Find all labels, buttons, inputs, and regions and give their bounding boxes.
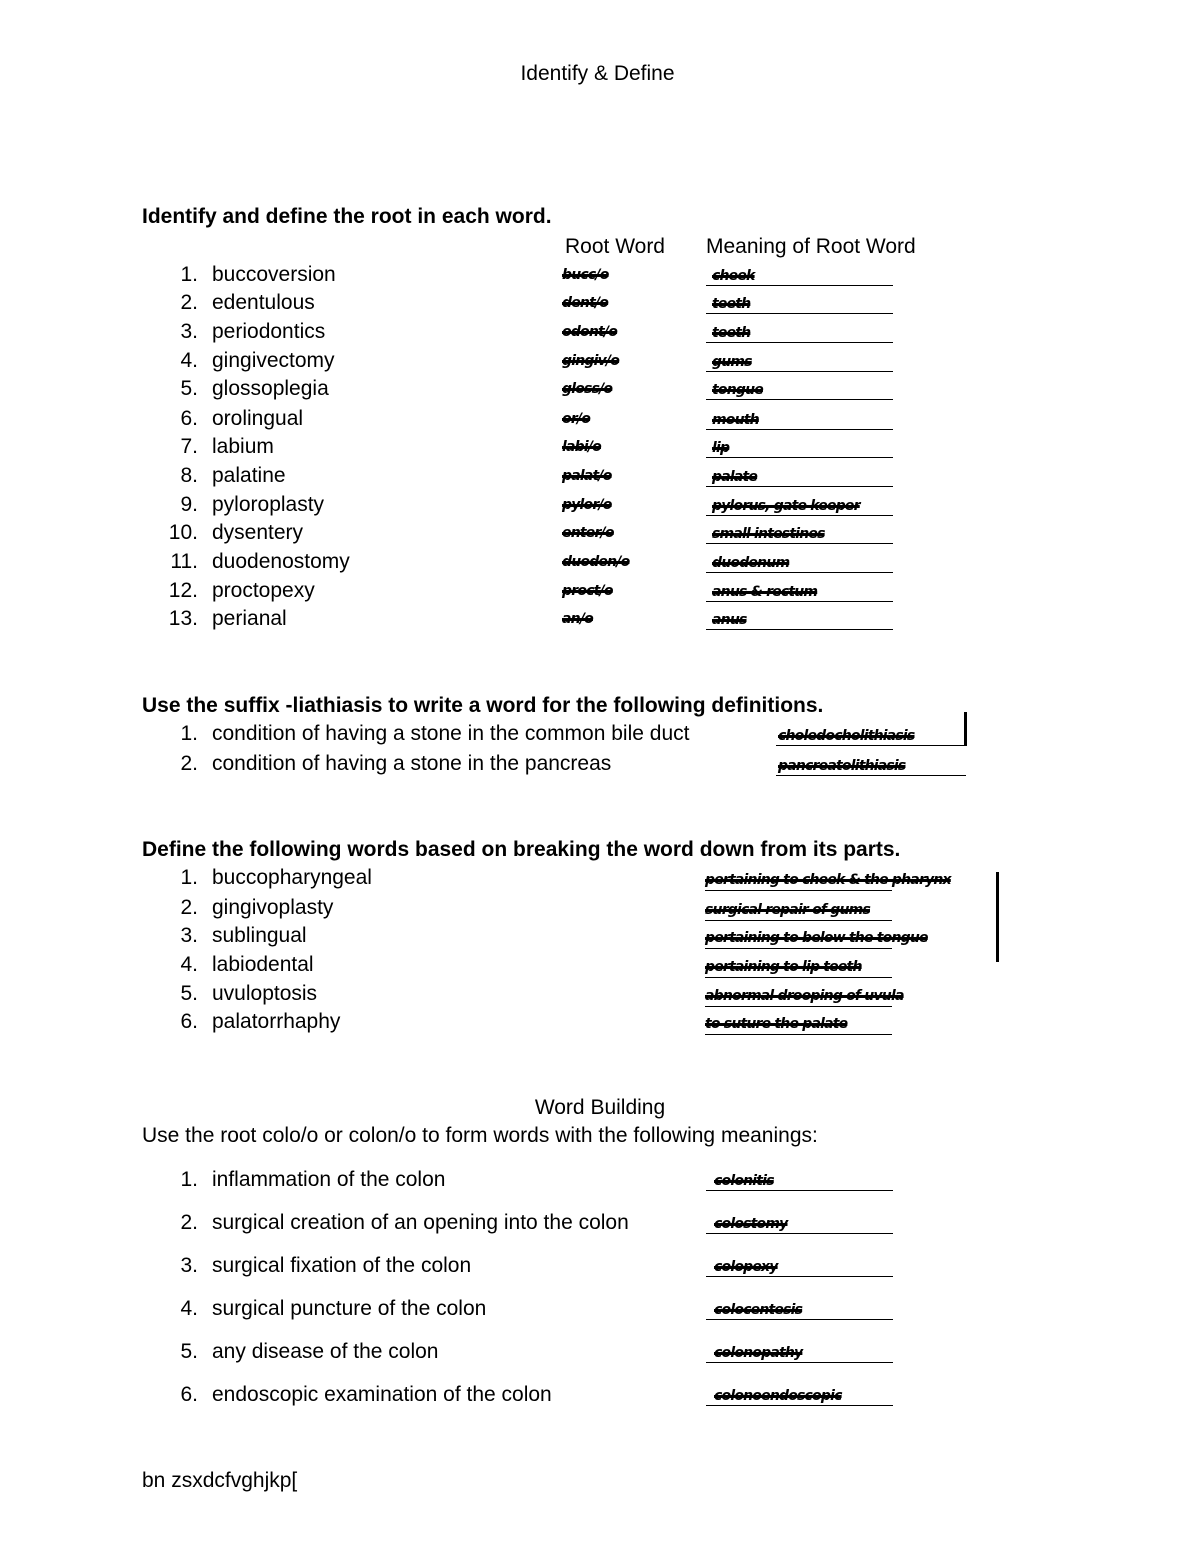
handwritten-root-answer[interactable]: or/o [562,411,591,427]
item-number: 3. [180,320,198,343]
meaning-answer-line [706,457,893,458]
pen-stroke [996,872,999,962]
item-word: labium [212,435,274,458]
answer-line [705,1034,892,1035]
handwritten-meaning-answer[interactable]: duodenum [712,555,790,571]
handwritten-root-answer[interactable]: pylor/o [562,497,612,513]
item-text: endoscopic examination of the colon [212,1383,552,1406]
handwritten-answer[interactable]: surgical repair of gums [705,902,870,918]
item-word: orolingual [212,407,304,430]
column-header-root: Root Word [565,235,665,258]
handwritten-root-answer[interactable]: odont/o [562,324,618,340]
section4-heading: Word Building [534,1096,666,1119]
handwritten-meaning-answer[interactable]: mouth [712,412,759,428]
item-word: edentulous [212,291,315,314]
item-number: 5. [180,377,198,400]
handwritten-meaning-answer[interactable]: gums [712,354,752,370]
item-number: 2. [180,896,198,919]
item-text: palatorrhaphy [212,1010,341,1033]
item-number: 4. [180,953,198,976]
item-text: gingivoplasty [212,896,334,919]
handwritten-meaning-answer[interactable]: tongue [712,382,763,398]
pen-stroke [964,712,967,746]
handwritten-answer[interactable]: pancreatolithiasis [778,758,906,774]
item-number: 10. [168,521,198,544]
item-number: 4. [180,349,198,372]
handwritten-answer[interactable]: pertaining to below the tongue [705,930,928,946]
handwritten-answer[interactable]: colopexy [714,1259,778,1275]
handwritten-root-answer[interactable]: labi/o [562,439,601,455]
item-number: 8. [180,464,198,487]
item-number: 12. [168,579,198,602]
answer-line [705,920,892,921]
footer-text: bn zsxdcfvghjkp[ [142,1469,298,1492]
section2-heading: Use the suffix -liathiasis to write a word for the following definitions. [142,694,824,717]
handwritten-root-answer[interactable]: an/o [562,611,593,627]
item-word: pyloroplasty [212,493,325,516]
item-number: 5. [180,1340,198,1363]
item-word: palatine [212,464,286,487]
item-text: sublingual [212,924,307,947]
item-number: 11. [170,550,198,573]
handwritten-meaning-answer[interactable]: anus [712,612,747,628]
section1-heading: Identify and define the root in each word. [142,205,552,228]
item-text: surgical fixation of the colon [212,1254,472,1277]
handwritten-meaning-answer[interactable]: palate [712,469,758,485]
handwritten-root-answer[interactable]: duoden/o [562,554,630,570]
handwritten-root-answer[interactable]: gingiv/o [562,353,620,369]
item-word: perianal [212,607,287,630]
item-word: duodenostomy [212,550,350,573]
handwritten-root-answer[interactable]: enter/o [562,525,614,541]
item-number: 7. [180,435,198,458]
handwritten-meaning-answer[interactable]: teeth [712,296,751,312]
answer-line [705,948,892,949]
handwritten-meaning-answer[interactable]: cheek [712,268,755,284]
item-number: 1. [180,1168,198,1191]
handwritten-answer[interactable]: abnormal drooping of uvula [705,988,904,1004]
item-text: uvuloptosis [212,982,318,1005]
handwritten-root-answer[interactable]: proct/o [562,583,613,599]
item-word: glossoplegia [212,377,329,400]
item-text: buccopharyngeal [212,866,372,889]
handwritten-answer[interactable]: colostomy [714,1216,788,1232]
item-number: 5. [180,982,198,1005]
item-text: labiodental [212,953,314,976]
item-text: any disease of the colon [212,1340,439,1363]
item-word: proctopexy [212,579,315,602]
item-word: periodontics [212,320,326,343]
item-number: 1. [180,866,198,889]
section4-subheading: Use the root colo/o or colon/o to form words with the following meanings: [142,1124,818,1147]
answer-line [705,1006,892,1007]
item-text: inflammation of the colon [212,1168,446,1191]
handwritten-answer[interactable]: colocentesis [714,1302,803,1318]
handwritten-root-answer[interactable]: dent/o [562,295,609,311]
item-number: 1. [180,263,198,286]
handwritten-answer[interactable]: to suture the palate [705,1016,848,1032]
handwritten-meaning-answer[interactable]: anus & rectum [712,584,818,600]
handwritten-meaning-answer[interactable]: lip [712,440,730,456]
item-word: gingivectomy [212,349,335,372]
item-word: buccoversion [212,263,336,286]
item-text: condition of having a stone in the common bile duct [212,722,690,745]
handwritten-answer[interactable]: pertaining to cheek & the pharynx [705,872,951,888]
item-number: 4. [180,1297,198,1320]
handwritten-answer[interactable]: colonopathy [714,1345,803,1361]
handwritten-answer[interactable]: colonitis [714,1173,774,1189]
item-word: dysentery [212,521,304,544]
item-text: surgical puncture of the colon [212,1297,487,1320]
item-number: 1. [180,722,198,745]
handwritten-meaning-answer[interactable]: teeth [712,325,751,341]
section3-heading: Define the following words based on breaking the word down from its parts. [142,838,901,861]
handwritten-meaning-answer[interactable]: pylorus, gate keeper [712,498,860,514]
item-number: 3. [180,924,198,947]
handwritten-answer[interactable]: pertaining to lip teeth [705,959,862,975]
handwritten-meaning-answer[interactable]: small intestines [712,526,825,542]
page-title: Identify & Define [520,62,675,85]
item-number: 2. [180,752,198,775]
handwritten-root-answer[interactable]: palat/o [562,468,612,484]
handwritten-root-answer[interactable]: bucc/o [562,267,609,283]
item-text: surgical creation of an opening into the colon [212,1211,629,1234]
answer-line [705,977,892,978]
item-number: 9. [180,493,198,516]
handwritten-answer[interactable]: colonoendoscopic [714,1388,842,1404]
item-number: 2. [180,291,198,314]
item-number: 6. [180,407,198,430]
item-number: 6. [180,1010,198,1033]
item-number: 3. [180,1254,198,1277]
item-number: 13. [168,607,198,630]
answer-line [705,890,892,891]
handwritten-answer[interactable]: choledocholithiasis [778,728,915,744]
item-number: 6. [180,1383,198,1406]
column-header-meaning: Meaning of Root Word [706,235,916,258]
item-number: 2. [180,1211,198,1234]
item-text: condition of having a stone in the pancreas [212,752,612,775]
handwritten-root-answer[interactable]: gloss/o [562,381,613,397]
